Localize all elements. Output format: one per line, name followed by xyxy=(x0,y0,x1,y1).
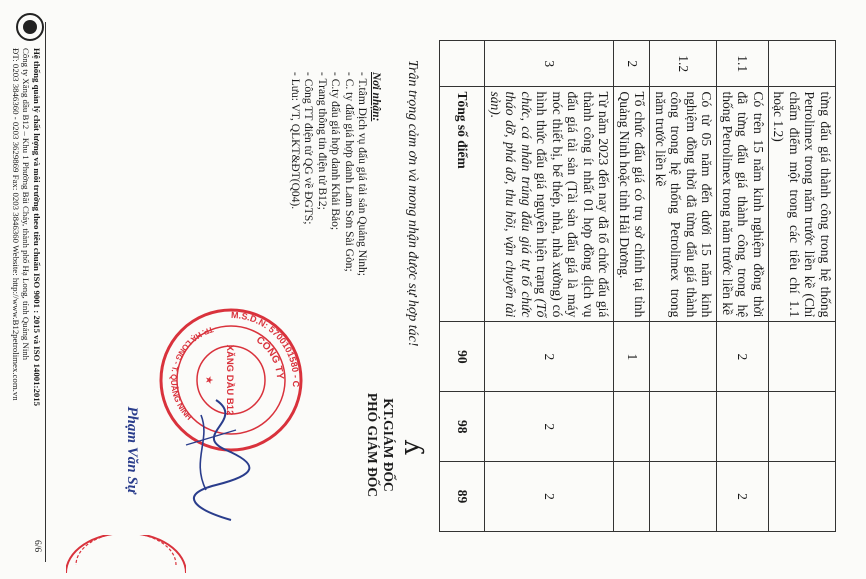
recipient-item: - T.tâm Dịch vụ đấu giá tài sản Quảng Ninh; xyxy=(356,72,369,276)
criterion-description xyxy=(717,87,769,322)
recipient-item: - Công TT điện tử QG về ĐGTS; xyxy=(302,72,315,225)
criterion-text: Từ năm 2023 đến nay đã tổ chức đấu giá thành công ít nhất 01 hợp đồng dịch vụ đấu giá tài sản (Tài sản đấu giá là máy móc thiết bị, bể thép, nhà, nhà xưởng) có hình thức đấu giá nguyên hiện trạng xyxy=(534,91,612,318)
recipient-item: - Lưu: VT, QLKT&ĐT(Q04). xyxy=(289,72,301,210)
score-cell xyxy=(769,322,836,392)
recipient-item: - C.ty đấu giá hợp danh Khải Bảo; xyxy=(329,72,342,231)
criterion-text: từng đấu giá thành công trong hệ thống Petrolimex trong năm trước liền kề (Chỉ chấm điểm một trong các tiêu chí 1.1 hoặc 1.2) xyxy=(771,91,833,318)
signer-name: Phạm Văn Sự xyxy=(124,406,140,494)
score-cell xyxy=(650,462,717,532)
total-score: 89 xyxy=(440,462,485,532)
total-score: 98 xyxy=(440,392,485,462)
score-cell: 2 xyxy=(485,322,614,392)
table-row xyxy=(769,41,836,532)
svg-text:XĂNG DẦU B12: XĂNG DẦU B12 xyxy=(224,344,235,416)
score-cell xyxy=(650,392,717,462)
certification-logo-icon xyxy=(10,12,50,42)
recipients-heading: Nơi nhận: xyxy=(370,72,382,122)
score-cell: 2 xyxy=(717,462,769,532)
footer xyxy=(11,48,43,568)
score-cell: 2 xyxy=(717,322,769,392)
table-row xyxy=(485,41,614,532)
total-score: 90 xyxy=(440,322,485,392)
score-cell xyxy=(769,392,836,462)
page-number: 6/6 xyxy=(32,540,42,553)
score-cell: 2 xyxy=(485,462,614,532)
svg-text:CÔNG TY: CÔNG TY xyxy=(253,334,286,380)
criterion-text: Có từ 05 năm đến dưới 15 năm kinh nghiệm đồng thời đã từng đấu giá thành công trong hệ thống Petrolimex trong năm trước liền kề xyxy=(653,91,715,318)
svg-text:TP. HẠ LONG - T. QUẢNG NINH: TP. HẠ LONG - T. QUẢNG NINH xyxy=(168,324,215,422)
total-number xyxy=(440,41,485,87)
table-row xyxy=(717,41,769,532)
handwritten-signature-icon xyxy=(146,390,286,530)
criterion-description xyxy=(614,87,650,322)
recipients-block xyxy=(288,72,383,276)
criterion-description xyxy=(769,87,836,322)
initial-mark-icon: ʎ xyxy=(398,440,428,455)
footer-divider xyxy=(45,22,46,562)
signature-title xyxy=(364,320,396,570)
score-cell xyxy=(650,322,717,392)
recipient-item: - Trang thông tin điện tử B12; xyxy=(316,72,328,210)
recipient-item: - C. ty đấu giá hợp danh Lam Sơn Sài Gòn; xyxy=(343,72,355,272)
criterion-number: 3 xyxy=(485,41,614,87)
footer-iso-line: Hệ thống quản lý chất lượng và môi trường theo tiêu chuẩn ISO 9001 : 2015 và ISO 14001:2015 xyxy=(32,48,42,407)
criterion-description xyxy=(650,87,717,322)
criteria-table xyxy=(440,40,837,532)
table-row xyxy=(650,41,717,532)
criterion-text: Tổ chức đấu giá có trụ sở chính tại tỉnh Quảng Ninh hoặc tỉnh Hải Dương. xyxy=(617,91,648,318)
page-stamp-icon xyxy=(66,535,186,575)
score-cell: 2 xyxy=(485,392,614,462)
criterion-note: (Tổ chức, cá nhân trúng đấu giá tự tổ chức tháo dỡ, phá dỡ, thu hồi, vận chuyển tài sản). xyxy=(488,91,550,318)
footer-address: Công ty Xăng dầu B12 – Khu 1 Phường Bãi Cháy, thành phố Hạ Long, tỉnh Quảng Ninh xyxy=(21,48,32,361)
closing-text: Trân trọng cảm ơn và mong nhận được sự hợp tác! xyxy=(405,60,420,347)
criterion-number: 2 xyxy=(614,41,650,87)
svg-text:★: ★ xyxy=(203,375,214,385)
criterion-number xyxy=(769,41,836,87)
signature-line1: KT.GIÁM ĐỐC xyxy=(381,398,396,492)
total-label: Tổng số điểm xyxy=(440,87,485,322)
criterion-number: 1.1 xyxy=(717,41,769,87)
score-cell: 1 xyxy=(614,322,650,392)
total-row xyxy=(440,41,485,532)
score-cell xyxy=(769,462,836,532)
criterion-text: Có trên 15 năm kinh nghiệm đồng thời đã từng đấu giá thành công trong hệ thống Petrolimex trong năm trước liền kề xyxy=(720,91,766,318)
signature-line2: PHÓ GIÁM ĐỐC xyxy=(365,392,380,498)
score-cell xyxy=(614,462,650,532)
criterion-number: 1.2 xyxy=(650,41,717,87)
footer-contact: ĐT: 0203 3846360 - 0203 3629869 Fax: 0203 3846360 Website: http://www.B12petrolimex.com.vn xyxy=(11,48,21,401)
svg-text:M.S.D.N: 5700101580 - C: M.S.D.N: 5700101580 - C xyxy=(230,309,302,388)
criterion-description xyxy=(485,87,614,322)
score-cell xyxy=(717,392,769,462)
table-row xyxy=(614,41,650,532)
score-cell xyxy=(614,392,650,462)
